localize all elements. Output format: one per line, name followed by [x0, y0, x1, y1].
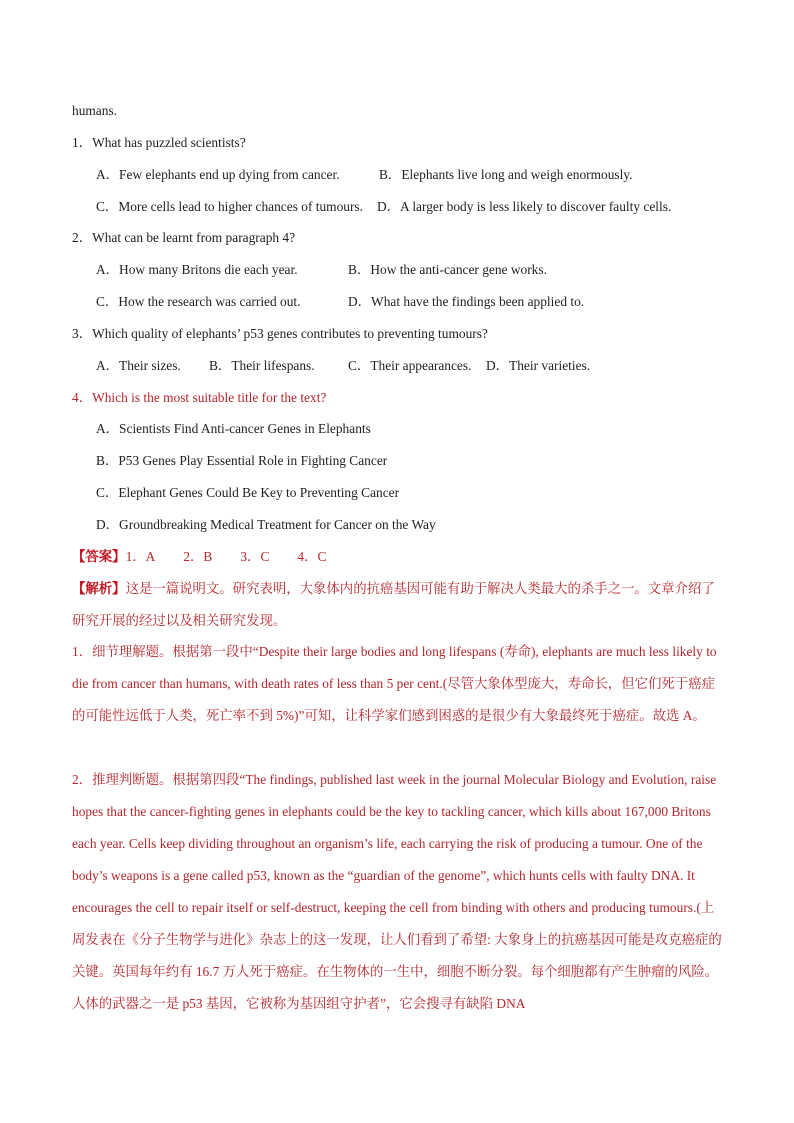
explanation-1: 1．细节理解题。根据第一段中“Despite their large bodies and long lifespans (寿命), elephants are much less likely to die from cancer than humans, with death rates of less than 5 per cent.(尽管大象体型庞大，寿命长，但它们死于癌症的可能性远低于人类，死亡率不到 5%)”可知，让科学家们感到困惑的是很少有大象最终死于癌症。故选 A。	[72, 644, 717, 723]
q4-option-c: C．Elephant Genes Could Be Key to Preventing Cancer	[96, 485, 400, 500]
q3-option-a: A．Their sizes.	[96, 358, 181, 373]
q1-option-a: A．Few elephants end up dying from cancer.	[96, 167, 340, 182]
answer-section	[72, 548, 326, 566]
q1-option-d: D．A larger body is less likely to discover faulty cells.	[377, 199, 672, 214]
q2-option-c: C．How the research was carried out.	[96, 294, 301, 309]
analysis-summary: 这是一篇说明文。研究表明，大象体内的抗癌基因可能有助于解决人类最大的杀手之一。文章介绍了研究开展的经过以及相关研究发现。	[72, 581, 715, 628]
q2-option-d: D．What have the findings been applied to.	[348, 294, 585, 309]
q2-option-a: A．How many Britons die each year.	[96, 262, 298, 277]
question-1-stem: 1．What has puzzled scientists?	[72, 135, 246, 150]
intro-fragment: humans.	[72, 103, 118, 118]
analysis-label: 【解析】	[72, 581, 126, 596]
q2-option-b: B．How the anti-cancer gene works.	[348, 262, 547, 277]
q3-option-b: B．Their lifespans.	[209, 358, 315, 373]
question-4-stem: 4．Which is the most suitable title for the text?	[72, 390, 327, 405]
q4-option-a: A．Scientists Find Anti-cancer Genes in Elephants	[96, 421, 371, 436]
answer-item-2: 2．B	[183, 549, 213, 564]
answer-item-1: 1．A	[125, 549, 156, 564]
question-3-stem: 3．Which quality of elephants’ p53 genes contributes to preventing tumours?	[72, 326, 488, 341]
q1-option-c: C．More cells lead to higher chances of tumours.	[96, 199, 363, 214]
explanation-2: 2．推理判断题。根据第四段“The findings, published last week in the journal Molecular Biology and Evolution, raise hopes that the cancer-fighting genes in elephants could be the key to tackling cancer, which kills about 167,000 Britons each year. Cells keep dividing throughout an organism’s life, each carrying the risk of producing a tumour. One of the body’s weapons is a gene called p53, known as the “guardian of the genome”, which hunts cells with faulty DNA. It encourages the cell to repair itself or self-destruct, keeping the cell from binding with others and producing tumours.(上周发表在《分子生物学与进化》杂志上的这一发现，让人们看到了希望: 大象身上的抗癌基因可能是攻克癌症的关键。英国每年约有 16.7 万人死于癌症。在生物体的一生中，细胞不断分裂。每个细胞都有产生肿瘤的风险。人体的武器之一是 p53 基因，它被称为基因组守护者”，它会搜寻有缺陷 DNA	[72, 772, 722, 1011]
analysis-summary-block	[72, 573, 722, 637]
answer-label: 【答案】	[72, 549, 126, 564]
q3-option-d: D．Their varieties.	[486, 358, 591, 373]
q4-option-b: B．P53 Genes Play Essential Role in Fighting Cancer	[96, 453, 388, 468]
q1-option-b: B．Elephants live long and weigh enormously.	[379, 167, 633, 182]
question-2-stem: 2．What can be learnt from paragraph 4?	[72, 230, 296, 245]
q3-option-c: C．Their appearances.	[348, 358, 472, 373]
answer-item-4: 4．C	[297, 549, 327, 564]
q4-option-d: D．Groundbreaking Medical Treatment for Cancer on the Way	[96, 517, 436, 532]
answer-item-3: 3．C	[240, 549, 270, 564]
